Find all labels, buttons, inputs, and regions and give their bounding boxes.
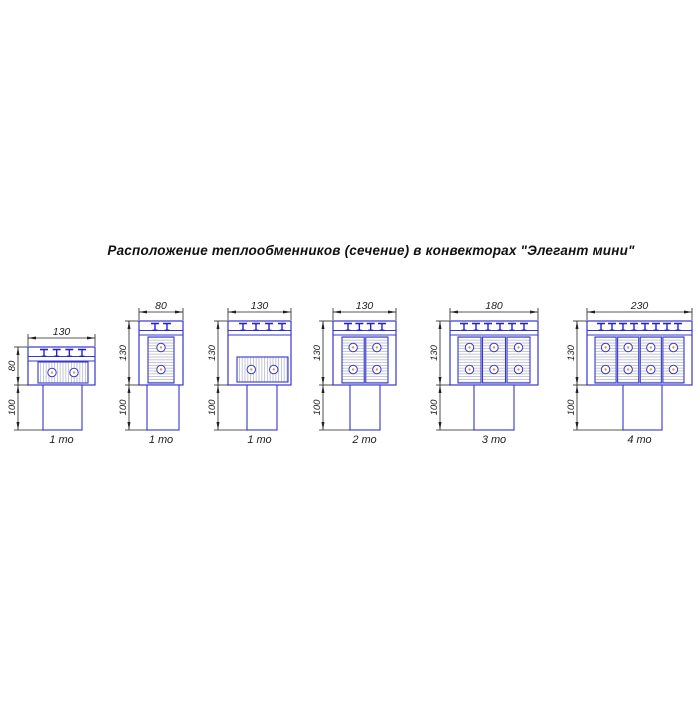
dimension-label-top: 230 xyxy=(630,300,649,312)
tube-center-dot xyxy=(468,368,470,370)
dimension-label-top: 180 xyxy=(485,300,503,312)
tube-center-dot xyxy=(352,368,354,370)
tube-circle xyxy=(48,368,56,376)
tube-center-dot xyxy=(160,346,162,348)
heat-exchanger-unit xyxy=(148,337,174,383)
tube-circle xyxy=(601,343,609,351)
dimension-arrow xyxy=(17,377,20,385)
tube-center-dot xyxy=(468,346,470,348)
tube-circle xyxy=(624,343,632,351)
tube-center-dot xyxy=(376,368,378,370)
tube-circle xyxy=(490,343,498,351)
dimension-arrow xyxy=(139,311,147,314)
dimension-top xyxy=(333,300,396,320)
dimension-arrow xyxy=(128,385,131,393)
tube-center-dot xyxy=(352,346,354,348)
tube-circle xyxy=(669,365,677,373)
dimension-top xyxy=(139,300,183,320)
dimension-top xyxy=(28,326,95,346)
dimension-arrow xyxy=(283,311,291,314)
heat-exchanger-unit xyxy=(38,362,88,383)
dimension-label-side-upper: 130 xyxy=(207,345,218,361)
tube-center-dot xyxy=(160,368,162,370)
dimension-label-side-upper: 130 xyxy=(118,345,129,361)
tube-center-dot xyxy=(604,346,606,348)
convector-figure-2 xyxy=(118,300,183,446)
dimension-arrow xyxy=(333,311,341,314)
dimension-arrow xyxy=(322,422,325,430)
dimension-label-top: 130 xyxy=(52,326,71,338)
duct xyxy=(474,385,514,430)
tube-center-dot xyxy=(250,368,252,370)
figure-caption: 3 то xyxy=(481,434,507,446)
heat-exchanger-unit xyxy=(618,337,639,383)
duct xyxy=(43,385,82,430)
tube-circle xyxy=(514,343,522,351)
dimension-arrow xyxy=(322,377,325,385)
dimension-arrow xyxy=(684,311,692,314)
figure-caption: 1 то xyxy=(49,434,74,446)
tube-circle xyxy=(669,343,677,351)
dimension-arrow xyxy=(128,321,131,329)
dimension-arrow xyxy=(87,337,95,340)
dimension-arrow xyxy=(439,385,442,393)
tube-center-dot xyxy=(627,346,629,348)
tube-circle xyxy=(349,365,357,373)
tube-center-dot xyxy=(672,368,674,370)
heat-exchanger-unit xyxy=(640,337,661,383)
dimension-arrow xyxy=(388,311,396,314)
tube-center-dot xyxy=(650,346,652,348)
dimension-arrow xyxy=(450,311,458,314)
heat-exchanger-unit xyxy=(366,337,388,383)
convector-figure-4 xyxy=(312,300,396,446)
dimension-arrow xyxy=(17,347,20,355)
duct xyxy=(350,385,380,430)
convector-figure-6 xyxy=(566,300,692,446)
tube-circle xyxy=(647,365,655,373)
dimension-label-side-lower: 100 xyxy=(429,399,440,416)
figure-caption: 2 то xyxy=(352,434,377,446)
heat-exchanger-unit xyxy=(507,337,530,383)
heat-exchanger-body xyxy=(237,357,288,382)
duct xyxy=(247,385,277,430)
tube-center-dot xyxy=(650,368,652,370)
dimension-arrow xyxy=(439,422,442,430)
heat-exchanger-unit xyxy=(483,337,506,383)
tube-circle xyxy=(270,365,278,373)
figure-caption: 1 то xyxy=(148,434,174,446)
heat-exchanger-unit xyxy=(458,337,481,383)
dimension-arrow xyxy=(128,422,131,430)
tube-circle xyxy=(70,368,78,376)
diagram-title: Расположение теплообменников (сечение) в конвекторах "Элегант мини" xyxy=(107,243,635,258)
tube-circle xyxy=(247,365,255,373)
dimension-arrow xyxy=(576,377,579,385)
dimension-arrow xyxy=(217,385,220,393)
dimension-label-side-lower: 100 xyxy=(566,399,577,416)
dimension-arrow xyxy=(439,377,442,385)
dimension-arrow xyxy=(217,377,220,385)
dimension-arrow xyxy=(128,377,131,385)
tube-center-dot xyxy=(627,368,629,370)
dimension-label-side-lower: 100 xyxy=(118,399,129,416)
dimension-top xyxy=(587,300,692,320)
dimension-label-side-upper: 80 xyxy=(7,360,18,372)
heat-exchanger-body xyxy=(38,362,88,383)
dimension-label-side-lower: 100 xyxy=(312,399,323,416)
dimension-arrow xyxy=(587,311,595,314)
dimension-label-top: 130 xyxy=(250,300,269,312)
figure-caption: 4 то xyxy=(627,434,652,446)
dimension-label-side-upper: 130 xyxy=(566,345,577,361)
tube-circle xyxy=(157,343,165,351)
tube-circle xyxy=(373,365,381,373)
tube-center-dot xyxy=(517,346,519,348)
tube-circle xyxy=(465,343,473,351)
convector-figure-3 xyxy=(207,300,291,446)
dimension-arrow xyxy=(576,321,579,329)
tube-circle xyxy=(647,343,655,351)
duct xyxy=(623,385,662,430)
dimension-arrow xyxy=(17,422,20,430)
dimension-top xyxy=(450,300,538,320)
dimension-arrow xyxy=(217,321,220,329)
tube-center-dot xyxy=(517,368,519,370)
heat-exchanger-unit xyxy=(237,357,288,382)
heat-exchanger-unit xyxy=(595,337,616,383)
dimension-arrow xyxy=(228,311,236,314)
tube-center-dot xyxy=(376,346,378,348)
tube-center-dot xyxy=(73,371,75,373)
tube-circle xyxy=(465,365,473,373)
figure-caption: 1 то xyxy=(247,434,272,446)
tube-center-dot xyxy=(493,346,495,348)
dimension-top xyxy=(228,300,291,320)
dimension-arrow xyxy=(17,385,20,393)
dimension-arrow xyxy=(530,311,538,314)
tube-center-dot xyxy=(493,368,495,370)
tube-circle xyxy=(349,343,357,351)
tube-circle xyxy=(624,365,632,373)
heat-exchanger-unit xyxy=(342,337,364,383)
dimension-label-top: 130 xyxy=(355,300,374,312)
tube-circle xyxy=(601,365,609,373)
dimension-arrow xyxy=(576,385,579,393)
tube-circle xyxy=(490,365,498,373)
tube-center-dot xyxy=(672,346,674,348)
convector-figure-1 xyxy=(7,326,95,446)
tube-circle xyxy=(157,365,165,373)
tube-center-dot xyxy=(51,371,53,373)
heat-exchanger-unit xyxy=(663,337,684,383)
tube-circle xyxy=(514,365,522,373)
dimension-label-top: 80 xyxy=(155,300,167,312)
dimension-arrow xyxy=(322,385,325,393)
dimension-label-side-lower: 100 xyxy=(207,399,218,416)
convector-figure-5 xyxy=(429,300,538,446)
dimension-arrow xyxy=(439,321,442,329)
dimension-label-side-upper: 130 xyxy=(429,345,440,361)
dimension-arrow xyxy=(28,337,36,340)
tube-center-dot xyxy=(604,368,606,370)
tube-circle xyxy=(373,343,381,351)
dimension-label-side-lower: 100 xyxy=(7,399,18,416)
duct xyxy=(147,385,179,430)
dimension-label-side-upper: 130 xyxy=(312,345,323,361)
dimension-arrow xyxy=(217,422,220,430)
tube-center-dot xyxy=(273,368,275,370)
dimension-arrow xyxy=(322,321,325,329)
dimension-arrow xyxy=(576,422,579,430)
dimension-arrow xyxy=(175,311,183,314)
